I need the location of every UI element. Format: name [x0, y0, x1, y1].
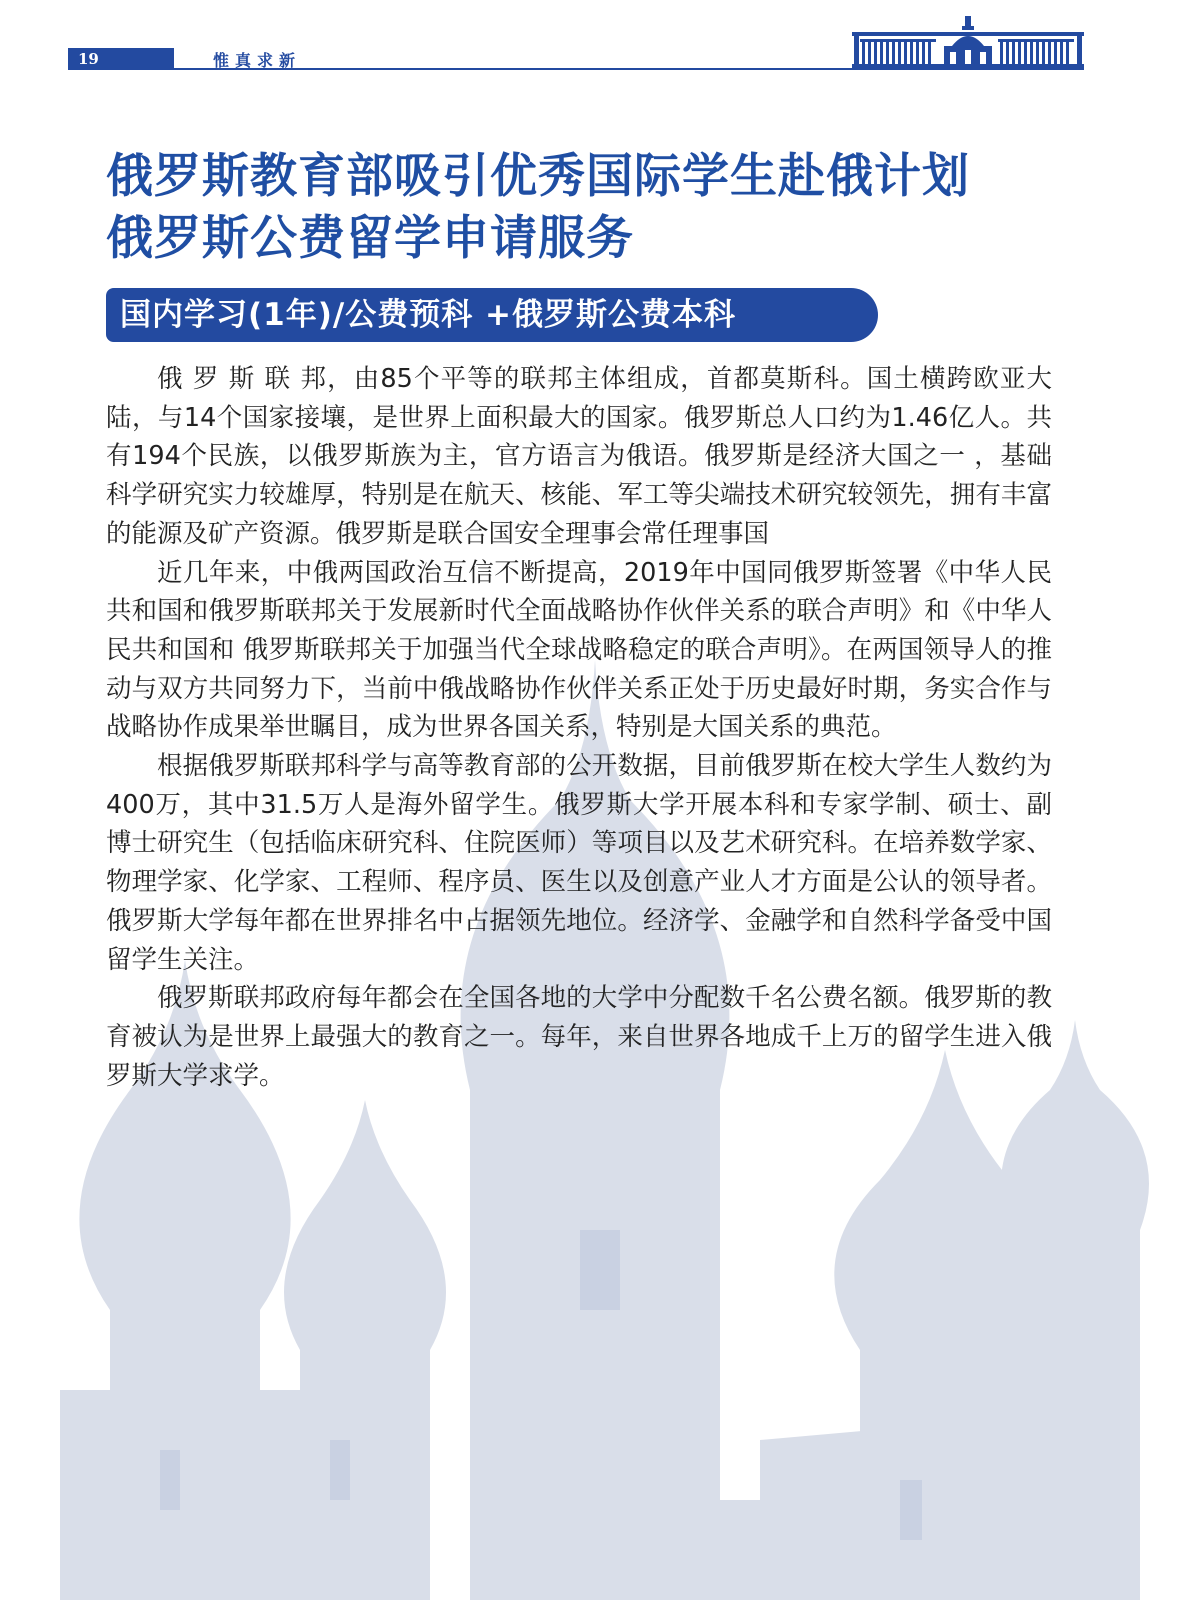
building-logo-icon — [852, 12, 1084, 70]
title-line-1: 俄罗斯教育部吸引优秀国际学生赴俄计划 — [106, 149, 970, 204]
title-line-2: 俄罗斯公费留学申请服务 — [106, 211, 634, 266]
section-heading: 国内学习(1年)/公费预科 +俄罗斯公费本科 — [106, 288, 878, 342]
article-body — [106, 360, 1052, 1095]
header-motto: 惟真求新 — [213, 51, 302, 70]
page-title — [106, 146, 1086, 270]
page-number: 19 — [68, 48, 174, 70]
paragraph: 俄罗斯联邦政府每年都会在全国各地的大学中分配数千名公费名额。俄罗斯的教育被认为是世界上最强大的教育之一。每年，来自世界各地成千上万的留学生进入俄罗斯大学求学。 — [106, 983, 1052, 1091]
paragraph: 根据俄罗斯联邦科学与高等教育部的公开数据，目前俄罗斯在校大学生人数约为400万，其中31.5万人是海外留学生。俄罗斯大学开展本科和专家学制、硕士、副博士研究生（包括临床研究科、住院医师）等项目以及艺术研究科。在培养数学家、物理学家、化学家、工程师、程序员、医生以及创意产业人才方面是公认的领导者。俄罗斯大学每年都在世界排名中占据领先地位。经济学、金融学和自然科学备受中国留学生关注。 — [106, 751, 1052, 975]
page-header — [0, 0, 1178, 90]
paragraph: 俄 罗 斯 联 邦，由85个平等的联邦主体组成，首都莫斯科。国土横跨欧亚大陆，与14个国家接壤，是世界上面积最大的国家。俄罗斯总人口约为1.46亿人。共有194个民族，以俄罗斯族为主，官方语言为俄语。俄罗斯是经济大国之一 ，基础科学研究实力较雄厚，特别是在航天、核能、军工等尖端技术研究较领先，拥有丰富的能源及矿产资源。俄罗斯是联合国安全理事会常任理事国 — [106, 364, 1052, 549]
paragraph: 近几年来，中俄两国政治互信不断提高，2019年中国同俄罗斯签署《中华人民共和国和俄罗斯联邦关于发展新时代全面战略协作伙伴关系的联合声明》和《中华人民共和国和 俄罗斯联邦关于加强当代全球战略稳定的联合声明》。在两国领导人的推动与双方共同努力下，当前中俄战略协作伙伴关系正处于历史最好时期，务实合作与战略协作成果举世瞩目，成为世界各国关系，特别是大国关系的典范。 — [106, 557, 1052, 743]
